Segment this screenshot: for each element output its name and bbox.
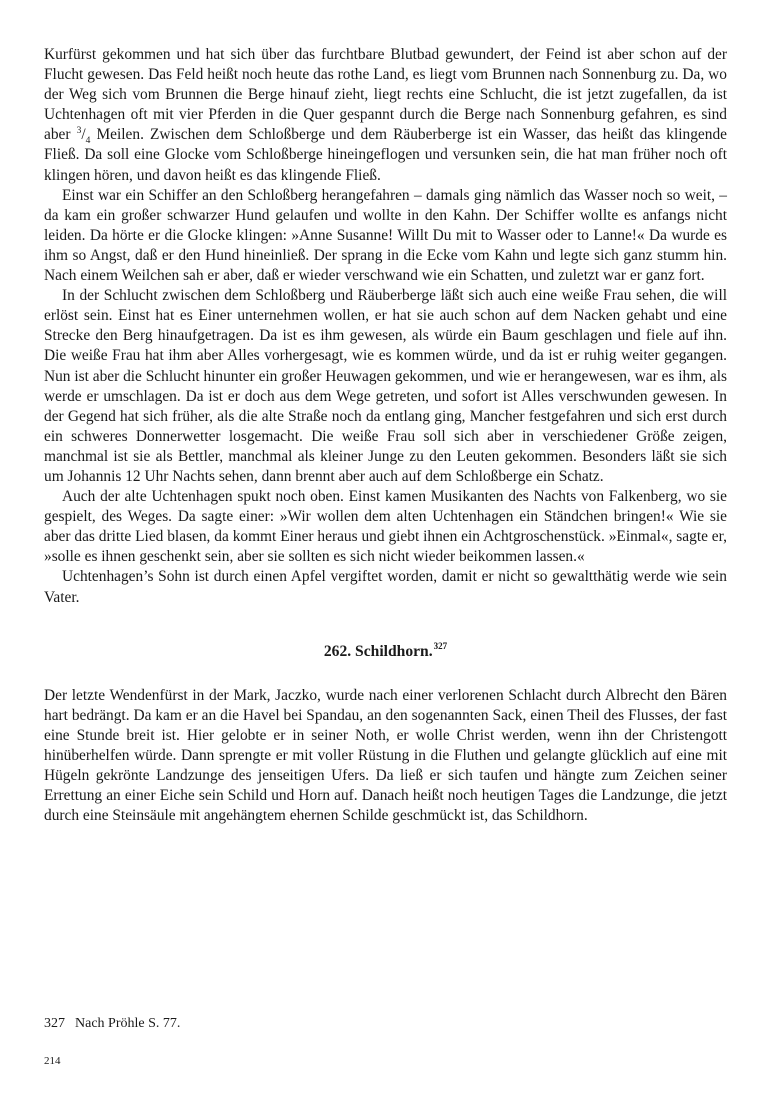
paragraph-5: Uchtenhagen’s Sohn ist durch einen Apfel vergiftet worden, damit er nicht so gewaltthätig werde wie sein Vater. <box>44 568 727 606</box>
footnote <box>44 1016 180 1032</box>
paragraph-1-text-b: Meilen. Zwischen dem Schloßberge und dem Räuberberge ist ein Wasser, das heißt das klingende Fließ. Da soll eine Glocke vom Schloßberge hineingeflogen und versunken sein, die hat man früher noch oft klingen hören, und davon heißt es das klingende Fließ. <box>44 126 727 184</box>
paragraph-1 <box>44 45 727 186</box>
fraction-denominator: 4 <box>85 136 91 147</box>
footnote-text: Nach Pröhle S. 77. <box>75 1016 181 1031</box>
paragraph-2: Einst war ein Schiffer an den Schloßberg herangefahren – damals ging nämlich das Wasser noch so weit, – da kam ein großer schwarzer Hund gelaufen und wollte in den Kahn. Der Schiffer wollte es anfangs nicht leiden. Da hörte er die Glocke klingen: »Anne Susanne! Willt Du mit to Wasser oder to Lanne!« Da wurde es ihm so Angst, daß er den Hund hineinließ. Der sprang in die Ecke vom Kahn und legte sich ganz stumm hin. Nach einem Weilchen sah er aber, daß er wieder verschwand wie ein Schatten, und zuletzt war er ganz fort. <box>44 186 727 285</box>
page-number: 214 <box>44 1055 61 1067</box>
paragraph-3: In der Schlucht zwischen dem Schloßberg und Räuberberge läßt sich auch eine weiße Frau sehen, die will erlöst sein. Einst hat es Einer unternehmen wollen, er hat sie auch schon auf dem Nacken gehabt und eine Strecke den Berg hinaufgetragen. Da ist es ihm gewesen, als würde ein Baum geschlagen und fiele auf ihn. Die weiße Frau hat ihm aber Alles vorhergesagt, wie es kommen würde, und da ist er ruhig weiter gegangen. Nun ist aber die Schlucht hinunter ein großer Heuwagen gekommen, und wie er herangewesen, war es ihm, als werde er umschlagen. Da ist er doch aus dem Wege getreten, und sofort ist Alles verschwunden gewesen. In der Gegend hat sich früher, als die alte Straße noch da entlang ging, Mancher festgefahren und sich erst durch ein schweres Donnerwetter losgemacht. Die weiße Frau soll sich aber in verschiedener Größe zeigen, manchmal ist sie als Bettler, manchmal als kleiner Junge zu den Leuten gekommen. Besonders läßt sie sich um Johannis 12 Uhr Nachts sehen, dann brennt aber auch auf dem Schloßberge ein Schatz. <box>44 287 727 485</box>
paragraph-4: Auch der alte Uchtenhagen spukt noch oben. Einst kamen Musikanten des Nachts von Falkenberg, wo sie gespielt, des Weges. Da sagte einer: »Wir wollen dem alten Uchtenhagen ein Ständchen bringen!« Wie sie aber das dritte Lied blasen, da kommt Einer heraus und giebt ihnen ein Achtgroschenstück. »Einmal«, sagte er, »solle es ihnen geschenkt sein, aber sie sollten es sich nicht wieder beikommen lassen.« <box>44 488 727 566</box>
section-paragraph: Der letzte Wendenfürst in der Mark, Jaczko, wurde nach einer verlorenen Schlacht durch Albrecht den Bären hart bedrängt. Da kam er an die Havel bei Spandau, an den sogenannten Sack, einen Theil des Flusses, der fast eine Stunde breit ist. Hier gelobte er in seiner Noth, er wolle Christ werden, wenn ihn der Christengott hinüberhelfen würde. Dann sprengte er mit voller Rüstung in die Fluthen und gelangte glücklich auf eine mit Hügeln gekrönte Landzunge des jenseitigen Ufers. Da ließ er sich taufen und hängte zum Zeichen seiner Errettung an einer Eiche sein Schild und Horn auf. Danach heißt noch heutigen Tages die Landzunge, die jetzt durch eine Steinsäule mit angehängtem ehernen Schilde geschmückt ist, das Schildhorn. <box>44 686 727 825</box>
section-heading <box>44 636 727 662</box>
paragraph-1-text-a: Kurfürst gekommen und hat sich über das furchtbare Blutbad gewundert, der Feind ist aber schon auf der Flucht gewesen. Das Feld heißt noch heute das rothe Land, es liegt vom Brunnen nach Sonnenburg zu. Da, wo der Weg sich vom Brunnen die Berge hinauf zieht, liegt rechts eine Schlucht, die ist jetzt zugefallen, da ist Uchtenhagen oft mit vier Pferden in die Quer gespannt durch die Berge nach Sonnenburg gefahren, es sind aber <box>44 46 727 144</box>
page-body <box>44 45 727 826</box>
fraction-numerator: 3 <box>76 126 82 137</box>
fraction-three-quarters: $^3/_4$ <box>76 126 91 147</box>
section-footnote-ref[interactable]: 327 <box>433 640 448 651</box>
section-title: 262. Schildhorn. <box>323 642 433 660</box>
footnote-number: 327 <box>44 1016 65 1031</box>
